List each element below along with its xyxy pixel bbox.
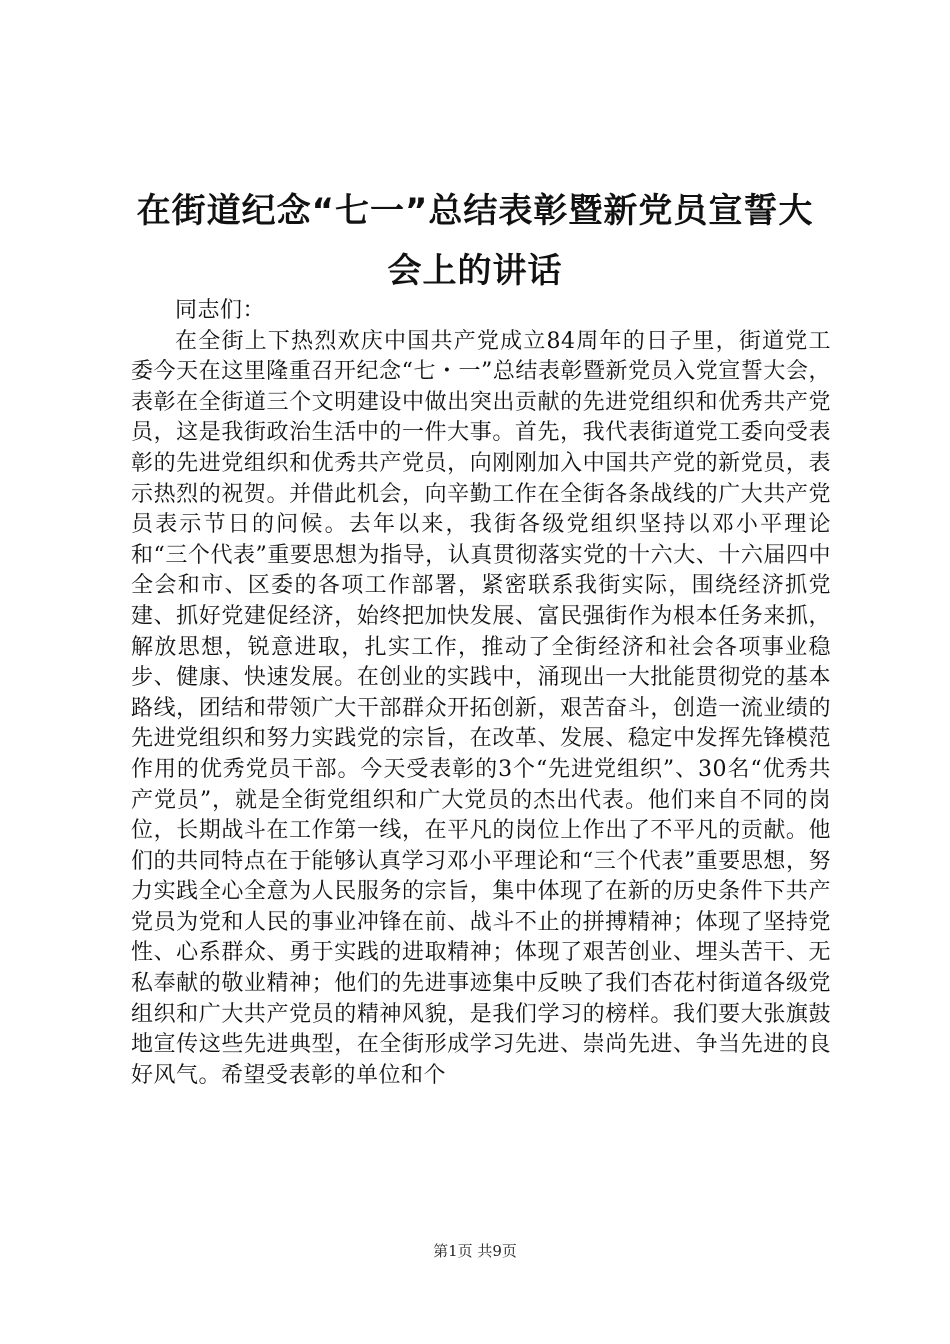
- body-paragraph: 在全街上下热烈欢庆中国共产党成立84周年的日子里，街道党工委今天在这里隆重召开纪念“七・一”总结表彰暨新党员入党宣誓大会，表彰在全街道三个文明建设中做出突出贡献的先进党组织和优秀共产党员，这是我街政治生活中的一件大事。首先，我代表街道党工委向受表彰的先进党组织和优秀共产党员，向刚刚加入中国共产党的新党员，表示热烈的祝贺。并借此机会，向辛勤工作在全街各条战线的广大共产党员表示节日的问候。去年以来，我街各级党组织坚持以邓小平理论和“三个代表”重要思想为指导，认真贯彻落实党的十六大、十六届四中全会和市、区委的各项工作部署，紧密联系我街实际，围绕经济抓党建、抓好党建促经济，始终把加快发展、富民强街作为根本任务来抓，解放思想，锐意进取，扎实工作，推动了全街经济和社会各项事业稳步、健康、快速发展。在创业的实践中，涌现出一大批能贯彻党的基本路线，团结和带领广大干部群众开拓创新，艰苦奋斗，创造一流业绩的先进党组织和努力实践党的宗旨，在改革、发展、稳定中发挥先锋模范作用的优秀党员干部。今天受表彰的3个“先进党组织”、30名“优秀共产党员”，就是全街党组织和广大党员的杰出代表。他们来自不同的岗位，长期战斗在工作第一线，在平凡的岗位上作出了不平凡的贡献。他们的共同特点在于能够认真学习邓小平理论和“三个代表”重要思想，努力实践全心全意为人民服务的宗旨，集中体现了在新的历史条件下共产党员为党和人民的事业冲锋在前、战斗不止的拼搏精神；体现了坚持党性、心系群众、勇于实践的进取精神；体现了艰苦创业、埋头苦干、无私奉献的敬业精神；他们的先进事迹集中反映了我们杏花村街道各级党组织和广大共产党员的精神风貌，是我们学习的榜样。我们要大张旗鼓地宣传这些先进典型，在全街形成学习先进、崇尚先进、争当先进的良好风气。希望受表彰的单位和个: [131, 328, 831, 1088]
- salutation: 同志们：: [175, 298, 266, 323]
- page-number-footer: 第1页 共9页: [433, 1242, 517, 1260]
- title-line-2: 会上的讲话: [387, 250, 563, 291]
- document-title: [110, 181, 840, 301]
- document-body: [131, 296, 831, 1091]
- title-line-1: 在街道纪念“七一”总结表彰暨新党员宣誓大: [136, 190, 814, 231]
